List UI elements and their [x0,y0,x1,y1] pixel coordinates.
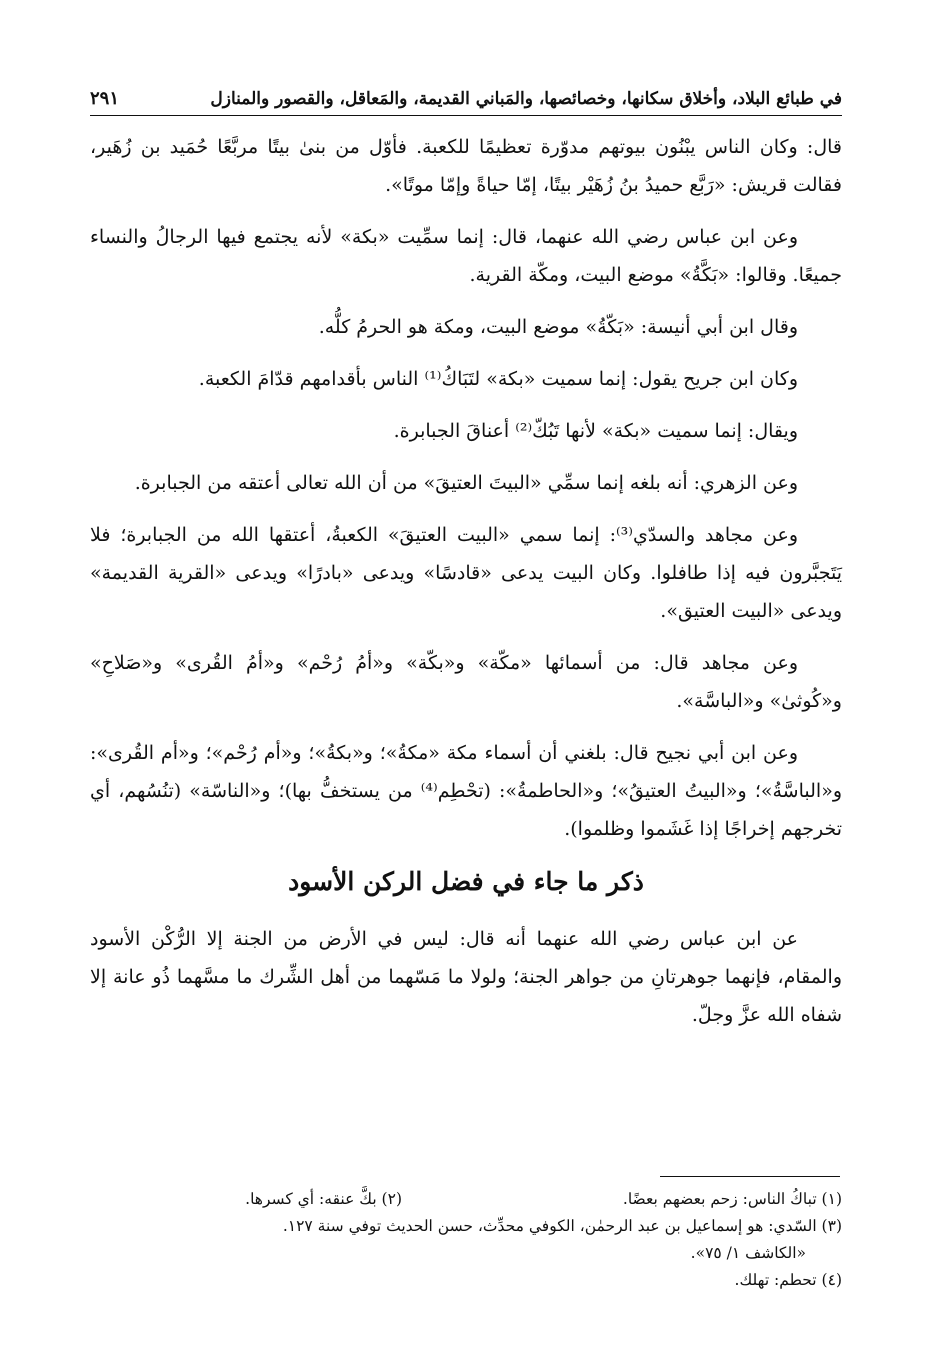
footnote-3: (٣) السّدي: هو إسماعيل بن عبد الرحمٰن، الكوفي محدِّث، حسن الحديث توفي سنة ١٢٧. [282,1217,842,1235]
paragraph: قال: وكان الناس يبْنُون بيوتهم مدوّرة تعظيمًا للكعبة. فأوّل من بنىٰ بيتًا مربَّعًا حُمَيد بن زُهَير، فقالت قريش: «رَبَّع حميدُ بنُ زُهَيْر بيتًا، إمّا حياةً وإمّا موتًا». [90,136,842,196]
paragraph: وعن ابن أبي نجيح قال: بلغني أن أسماء مكة «مكةُ»؛ و«بكةُ»؛ و«أم رُحْم»؛ و«أم القُرى»: و«الباسَّةُ»؛ و«البيتُ العتيقُ»؛ و«الحاطمةُ»: (تحْطِم⁽⁴⁾ من يستخفُّ بها)؛ و«الناسّة» (تنُسُهم، أي تخرجهم إخراجًا إذا غَشَموا وظلموا). [90,742,842,840]
running-header [90,72,842,116]
section-heading: ذكر ما جاء في فضل الركن الأسود [288,867,644,896]
footnote-3-continuation: «الكاشف ١/ ٧٥». [690,1244,806,1262]
footnotes [90,1186,842,1294]
paragraph: وعن الزهري: أنه بلغه إنما سمِّي «البيتَ العتيقَ» من أن الله تعالى أعتقه من الجبابرة. [134,472,798,494]
paragraph: ويقال: إنما سميت «بكة» لأنها تَبُكّ⁽²⁾ أعناقَ الجبابرة. [393,420,798,442]
footnote-line [90,1240,842,1267]
footnote-divider [660,1176,840,1177]
footnote-1: (١) تباكُ الناس: زحم بعضهم بعضًا. [622,1190,842,1208]
paragraph: وعن ابن عباس رضي الله عنهما، قال: إنما سمِّيت «بكة» لأنه يجتمع فيها الرجالُ والنساء جميعًا. وقالوا: «بَكَّةُ» موضع البيت، ومكّة القرية. [90,226,842,286]
header-title: في طبائع البلاد، وأخلاق سكانها، وخصائصها، والمَباني القديمة، والمَعاقل، والقصور والمنازل [210,89,842,109]
body-text [90,128,842,1048]
footnote-line [90,1267,842,1294]
footnote-4: (٤) تحطم: تهلك. [734,1271,842,1289]
paragraph: وعن مجاهد قال: من أسمائها «مكّة» و«بكّة» و«أمُ رُحْم» و«أمُ القُرى» و«صَلاحِ» و«كُوثىٰ» و«الباسَّة». [90,652,842,712]
paragraph: وقال ابن أبي أنيسة: «بَكّةُ» موضع البيت، ومكة هو الحرمُ كلُّه. [318,316,798,338]
page-number: ٢٩١ [90,88,120,109]
paragraph: وكان ابن جريح يقول: إنما سميت «بكة» لتَبَاكُ⁽¹⁾ الناس بأقدامهم قدّامَ الكعبة. [198,368,798,390]
section-paragraph: عن ابن عباس رضي الله عنهما أنه قال: ليس في الأرض من الجنة إلا الرُّكْن الأسود والمقام، فإنهما جوهرتانِ من جواهر الجنة؛ ولولا ما مَسّهما من أهل الشِّرك ما مسَّهما ذُو عانة إلا شفاه الله عزَّ وجلّ. [90,928,842,1026]
footnote-2: (٢) بكَّ عنقه: أي كسرها. [245,1190,402,1208]
footnote-line [90,1186,842,1213]
footnote-line [90,1213,842,1240]
paragraph: وعن مجاهد والسدّي⁽³⁾: إنما سمي «البيت العتيقَ» الكعبةُ، أعتقها الله من الجبابرة؛ فلا يَتَجبَّرون فيه إذا طافلوا. وكان البيت يدعى «قادسًا» ويدعى «بادرًا» ويدعى «القرية القديمة» ويدعى «البيت العتيق». [90,524,842,622]
